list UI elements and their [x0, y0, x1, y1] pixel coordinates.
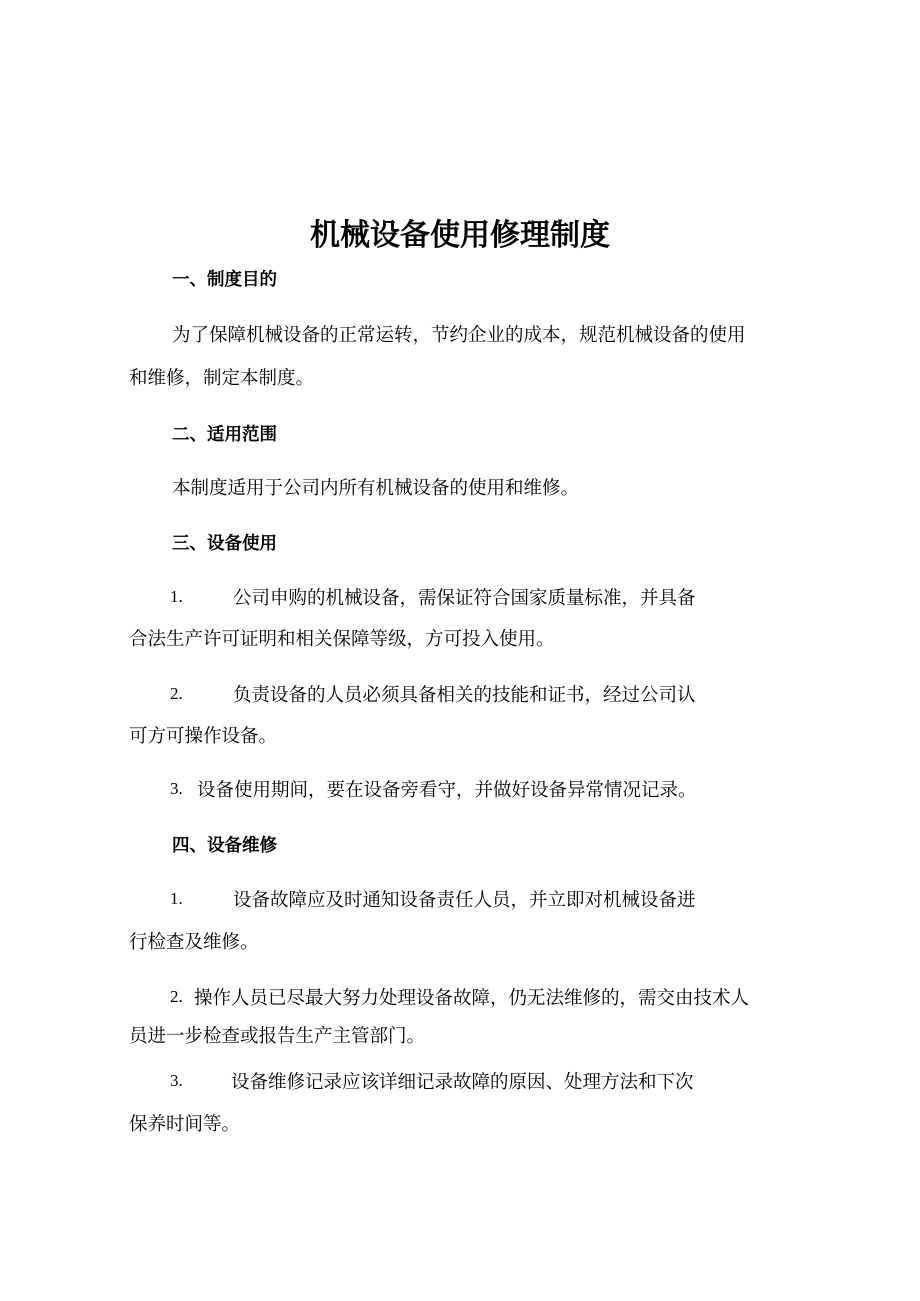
list-number: 1.	[170, 587, 183, 606]
section-heading-usage: 三、设备使用	[172, 534, 277, 554]
document-title: 机械设备使用修理制度	[310, 218, 610, 253]
list-text-line-1: 公司申购的机械设备，需保证符合国家质量标准，并具备	[233, 588, 696, 609]
list-number: 2.	[170, 684, 183, 703]
section-heading-purpose: 一、制度目的	[172, 270, 277, 290]
list-number: 2.	[170, 987, 183, 1006]
list-text-line-2: 保养时间等。	[129, 1114, 241, 1135]
list-text-line-1: 设备故障应及时通知设备责任人员，并立即对机械设备进	[233, 890, 696, 911]
section-heading-scope: 二、适用范围	[172, 425, 277, 445]
list-text-line-1: 操作人员已尽最大努力处理设备故障，仍无法维修的，需交由技术人	[194, 988, 750, 1009]
scope-paragraph: 本制度适用于公司内所有机械设备的使用和维修。	[172, 478, 580, 499]
list-number: 1.	[170, 889, 183, 908]
section-heading-maintenance: 四、设备维修	[172, 836, 277, 856]
list-text-line-2: 可方可操作设备。	[129, 726, 278, 747]
purpose-paragraph-line-1: 为了保障机械设备的正常运转，节约企业的成本，规范机械设备的使用	[172, 325, 746, 346]
list-text-line-1: 设备使用期间，要在设备旁看守，并做好设备异常情况记录。	[197, 780, 697, 801]
list-text-line-1: 设备维修记录应该详细记录故障的原因、处理方法和下次	[231, 1072, 694, 1093]
list-text-line-1: 负责设备的人员必须具备相关的技能和证书，经过公司认	[233, 685, 696, 706]
list-text-line-2: 合法生产许可证明和相关保障等级，方可投入使用。	[129, 629, 555, 650]
list-number: 3.	[170, 1071, 183, 1090]
list-text-line-2: 行检查及维修。	[129, 932, 259, 953]
list-text-line-2: 员进一步检查或报告生产主管部门。	[129, 1026, 426, 1047]
list-number: 3.	[170, 779, 183, 798]
purpose-paragraph-line-2: 和维修，制定本制度。	[129, 368, 315, 389]
